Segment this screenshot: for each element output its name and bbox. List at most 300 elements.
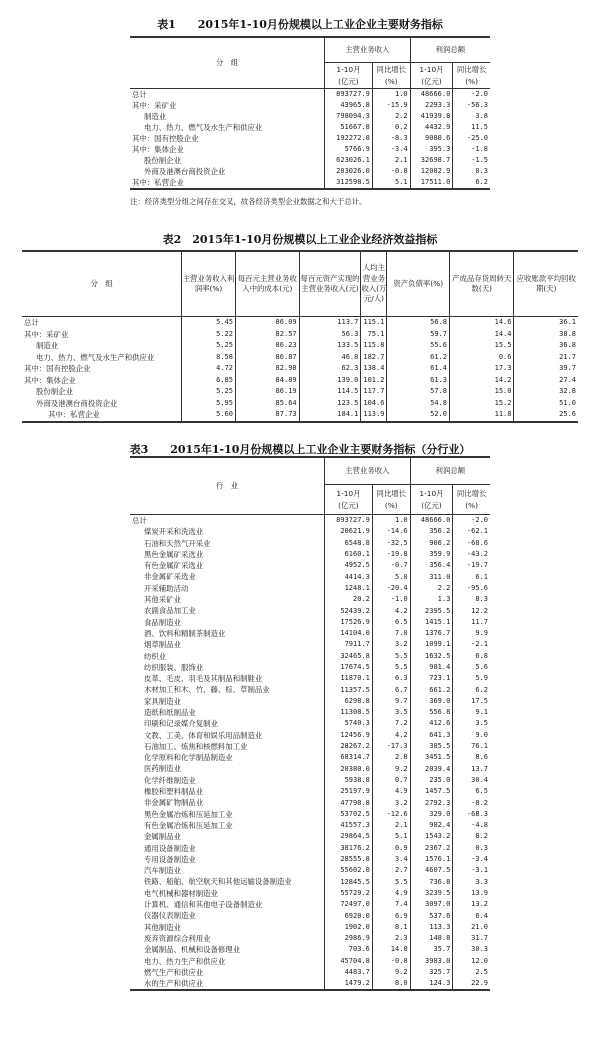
row-label: 橡胶和塑料制品业 bbox=[144, 787, 204, 797]
row-label: 金属制品业 bbox=[144, 832, 181, 842]
cell-value: 325.7 bbox=[410, 967, 453, 978]
cell-value: 115.8 bbox=[361, 340, 387, 352]
cell-value: 55602.0 bbox=[325, 865, 373, 876]
row-label: 电力、热力生产和供应业 bbox=[144, 956, 226, 966]
cell-value: 30.4 bbox=[453, 775, 490, 786]
cell-value: -95.6 bbox=[453, 583, 490, 594]
cell-value: -3.4 bbox=[372, 144, 410, 155]
table-row bbox=[130, 560, 490, 571]
cell-value: 61.2 bbox=[387, 352, 450, 364]
cell-value: 9.2 bbox=[372, 764, 410, 775]
cell-value: 0.2 bbox=[372, 122, 410, 133]
cell-value: 6.7 bbox=[372, 684, 410, 695]
cell-value: 15.5 bbox=[449, 340, 513, 352]
table-row bbox=[130, 718, 490, 729]
cell-value: 2792.3 bbox=[410, 797, 453, 808]
cell-value: 20621.9 bbox=[325, 526, 373, 537]
cell-value: 9.0 bbox=[453, 730, 490, 741]
cell-value: 28267.2 bbox=[325, 741, 373, 752]
cell-value: 124.3 bbox=[410, 978, 453, 990]
cell-value: -19.7 bbox=[453, 560, 490, 571]
cell-value: 86.09 bbox=[235, 317, 299, 329]
cell-value: 5.5 bbox=[372, 662, 410, 673]
table1-note: 注：经济类型分组之间存在交叉，故各经济类型企业数据之和大于总计。 bbox=[130, 197, 367, 206]
cell-value: 723.1 bbox=[410, 673, 453, 684]
row-label: 其中：采矿业 bbox=[24, 329, 69, 339]
table3-title: 表3 2015年1-10月份规模以上工业企业主要财务指标（分行业） bbox=[129, 443, 471, 456]
cell-value: 52439.2 bbox=[325, 605, 373, 616]
cell-value: -0.8 bbox=[372, 956, 410, 967]
cell-value: 52.0 bbox=[387, 409, 450, 422]
cell-value: -8.3 bbox=[372, 133, 410, 144]
pct-header: (%) bbox=[384, 500, 398, 510]
cell-value: 11308.5 bbox=[325, 707, 373, 718]
cell-value: 412.6 bbox=[410, 718, 453, 729]
cell-value: 57.8 bbox=[387, 386, 450, 398]
cell-value: 9.1 bbox=[453, 707, 490, 718]
cell-value: 45704.8 bbox=[325, 956, 373, 967]
table-row bbox=[130, 967, 490, 978]
cell-value: 61.3 bbox=[387, 375, 450, 387]
cell-value: 12.0 bbox=[453, 956, 490, 967]
cell-value: 1632.5 bbox=[410, 651, 453, 662]
pct-header: (%) bbox=[465, 500, 479, 510]
cell-value: 22.9 bbox=[453, 978, 490, 990]
row-label: 汽车制造业 bbox=[144, 866, 181, 876]
cell-value: 7.4 bbox=[372, 899, 410, 910]
row-label: 煤炭开采和洗选业 bbox=[144, 527, 204, 537]
cell-value: 1543.2 bbox=[410, 831, 453, 842]
cell-value: 56.8 bbox=[387, 317, 450, 329]
cell-value: 68314.7 bbox=[325, 752, 373, 763]
cell-value: 8.0 bbox=[372, 978, 410, 990]
cell-value: 356.2 bbox=[410, 526, 453, 537]
cell-value: 11.8 bbox=[449, 409, 513, 422]
column-header: 产成品存货周转天数(天) bbox=[449, 251, 513, 317]
cell-value: 6.8 bbox=[453, 651, 490, 662]
cell-value: 86.87 bbox=[235, 352, 299, 364]
table-row bbox=[130, 515, 490, 527]
cell-value: 3451.5 bbox=[410, 752, 453, 763]
cell-value: 17674.5 bbox=[325, 662, 373, 673]
cell-value: 3239.5 bbox=[410, 888, 453, 899]
cell-value: 0.3 bbox=[453, 843, 490, 854]
cell-value: 5.22 bbox=[182, 329, 236, 341]
unit-header: (亿元) bbox=[338, 76, 359, 86]
cell-value: 3097.0 bbox=[410, 899, 453, 910]
cell-value: 1.0 bbox=[372, 89, 410, 101]
cell-value: -17.3 bbox=[372, 741, 410, 752]
cell-value: -4.8 bbox=[453, 820, 490, 831]
profit-header: 利润总额 bbox=[410, 457, 490, 485]
row-label: 废弃资源综合利用业 bbox=[144, 933, 211, 943]
cell-value: 11.7 bbox=[453, 617, 490, 628]
cell-value: 982.4 bbox=[410, 820, 453, 831]
cell-value: 798094.3 bbox=[325, 111, 373, 122]
table-row bbox=[130, 89, 490, 101]
table-row bbox=[130, 583, 490, 594]
cell-value: 5.5 bbox=[372, 877, 410, 888]
cell-value: 72497.0 bbox=[325, 899, 373, 910]
table-row bbox=[130, 662, 490, 673]
table-row bbox=[130, 111, 490, 122]
table-row bbox=[130, 526, 490, 537]
row-label: 外商及港澳台商投资企业 bbox=[36, 398, 118, 408]
cell-value: 2986.9 bbox=[325, 933, 373, 944]
row-label: 电气机械和器材制造业 bbox=[144, 888, 218, 898]
growth-header: 同比增长 bbox=[456, 64, 487, 74]
cell-value: -43.2 bbox=[453, 549, 490, 560]
cell-value: 2.2 bbox=[372, 111, 410, 122]
cell-value: 1415.1 bbox=[410, 617, 453, 628]
table-row bbox=[130, 628, 490, 639]
cell-value: 3.2 bbox=[372, 797, 410, 808]
cell-value: -1.5 bbox=[453, 155, 490, 166]
table-row bbox=[130, 944, 490, 955]
cell-value: 55729.2 bbox=[325, 888, 373, 899]
growth-header: 同比增长 bbox=[376, 64, 407, 74]
row-label: 金属制品、机械和设备修理业 bbox=[144, 945, 241, 955]
cell-value: 59.7 bbox=[387, 329, 450, 341]
cell-value: 32698.7 bbox=[410, 155, 453, 166]
row-label: 铁路、船舶、航空航天和其他运输设备制造业 bbox=[144, 877, 292, 887]
row-label: 总计 bbox=[132, 515, 147, 525]
row-label: 其中：国有控股企业 bbox=[132, 133, 199, 143]
row-label: 其中：私营企业 bbox=[48, 410, 100, 420]
row-label: 有色金属矿采选业 bbox=[144, 561, 204, 571]
cell-value: 113.3 bbox=[410, 922, 453, 933]
table-row bbox=[22, 317, 578, 329]
cell-value: -20.4 bbox=[372, 583, 410, 594]
cell-value: 14.6 bbox=[449, 317, 513, 329]
cell-value: 8.3 bbox=[453, 594, 490, 605]
cell-value: 5.25 bbox=[182, 340, 236, 352]
cell-value: 6920.0 bbox=[325, 910, 373, 921]
cell-value: 32465.8 bbox=[325, 651, 373, 662]
row-label: 制造业 bbox=[144, 111, 167, 121]
cell-value: 12845.5 bbox=[325, 877, 373, 888]
cell-value: 11870.1 bbox=[325, 673, 373, 684]
cell-value: 3.2 bbox=[372, 639, 410, 650]
table-row bbox=[130, 122, 490, 133]
cell-value: 3.3 bbox=[453, 877, 490, 888]
cell-value: 192272.8 bbox=[325, 133, 373, 144]
cell-value: 4.9 bbox=[372, 888, 410, 899]
cell-value: 5740.3 bbox=[325, 718, 373, 729]
table-row bbox=[130, 775, 490, 786]
table-row bbox=[22, 398, 578, 410]
row-label: 总计 bbox=[24, 318, 39, 328]
table-row bbox=[130, 933, 490, 944]
cell-value: 56.3 bbox=[299, 329, 361, 341]
cell-value: 6160.1 bbox=[325, 549, 373, 560]
cell-value: 113.7 bbox=[299, 317, 361, 329]
cell-value: 2.5 bbox=[453, 967, 490, 978]
unit-header: (亿元) bbox=[421, 76, 442, 86]
table1-title: 表1 2015年1-10月份规模以上工业企业主要财务指标 bbox=[157, 18, 443, 31]
table-row bbox=[130, 166, 490, 177]
cell-value: 6.3 bbox=[372, 673, 410, 684]
cell-value: 6.2 bbox=[453, 684, 490, 695]
cell-value: -14.6 bbox=[372, 526, 410, 537]
cell-value: 1099.1 bbox=[410, 639, 453, 650]
cell-value: -32.5 bbox=[372, 538, 410, 549]
cell-value: 3983.0 bbox=[410, 956, 453, 967]
table-row bbox=[130, 594, 490, 605]
cell-value: 329.0 bbox=[410, 809, 453, 820]
growth-header: 同比增长 bbox=[376, 488, 407, 498]
cell-value: -62.1 bbox=[453, 526, 490, 537]
cell-value: 12456.9 bbox=[325, 730, 373, 741]
cell-value: 7.0 bbox=[372, 628, 410, 639]
cell-value: 893727.9 bbox=[325, 515, 373, 527]
row-label: 开采辅助活动 bbox=[144, 583, 189, 593]
row-label: 纺织服装、服饰业 bbox=[144, 662, 204, 672]
cell-value: 0.6 bbox=[449, 352, 513, 364]
table-row bbox=[130, 752, 490, 763]
cell-value: 82.57 bbox=[235, 329, 299, 341]
cell-value: 13.7 bbox=[453, 764, 490, 775]
row-label: 皮革、毛皮、羽毛及其制品和制鞋业 bbox=[144, 674, 263, 684]
cell-value: 2.1 bbox=[372, 155, 410, 166]
row-label: 烟草制品业 bbox=[144, 640, 181, 650]
cell-value: 2.1 bbox=[372, 820, 410, 831]
row-label: 专用设备制造业 bbox=[144, 854, 196, 864]
cell-value: -0.8 bbox=[372, 166, 410, 177]
cell-value: 86.19 bbox=[235, 386, 299, 398]
cell-value: 14.2 bbox=[449, 375, 513, 387]
table-row bbox=[130, 538, 490, 549]
cell-value: 53702.5 bbox=[325, 809, 373, 820]
cell-value: 62.3 bbox=[299, 363, 361, 375]
table-row bbox=[130, 797, 490, 808]
cell-value: 1.0 bbox=[372, 515, 410, 527]
cell-value: 1376.7 bbox=[410, 628, 453, 639]
group-header: 分 组 bbox=[22, 251, 182, 317]
cell-value: 6.2 bbox=[453, 177, 490, 189]
cell-value: -68.3 bbox=[453, 809, 490, 820]
table-row bbox=[130, 673, 490, 684]
cell-value: 8.2 bbox=[453, 831, 490, 842]
row-label: 黑色金属矿采选业 bbox=[144, 549, 204, 559]
row-label: 化学纤维制造业 bbox=[144, 775, 196, 785]
month-header: 1-10月 bbox=[419, 488, 444, 498]
cell-value: 54.8 bbox=[387, 398, 450, 410]
table-row bbox=[130, 617, 490, 628]
cell-value: 113.9 bbox=[361, 409, 387, 422]
month-header: 1-10月 bbox=[336, 64, 361, 74]
cell-value: -1.8 bbox=[453, 144, 490, 155]
cell-value: 14.0 bbox=[372, 944, 410, 955]
cell-value: 2.2 bbox=[410, 583, 453, 594]
cell-value: 5.60 bbox=[182, 409, 236, 422]
cell-value: -0.7 bbox=[372, 560, 410, 571]
column-header: 每百元资产实现的主营业务收入(元) bbox=[299, 251, 361, 317]
table-row bbox=[22, 409, 578, 422]
row-label: 股份制企业 bbox=[144, 155, 181, 165]
cell-value: 311.0 bbox=[410, 571, 453, 582]
cell-value: 133.5 bbox=[299, 340, 361, 352]
cell-value: 36.8 bbox=[514, 340, 578, 352]
cell-value: 114.5 bbox=[299, 386, 361, 398]
row-label: 纺织业 bbox=[144, 651, 167, 661]
cell-value: 6.1 bbox=[453, 571, 490, 582]
table-row bbox=[22, 375, 578, 387]
cell-value: 12082.9 bbox=[410, 166, 453, 177]
cell-value: -3.1 bbox=[453, 865, 490, 876]
table-row bbox=[130, 144, 490, 155]
cell-value: -56.3 bbox=[453, 100, 490, 111]
cell-value: 4607.5 bbox=[410, 865, 453, 876]
cell-value: 38176.2 bbox=[325, 843, 373, 854]
cell-value: 6.5 bbox=[372, 617, 410, 628]
table-row bbox=[130, 684, 490, 695]
cell-value: 17511.0 bbox=[410, 177, 453, 189]
row-label: 非金属矿物制品业 bbox=[144, 798, 204, 808]
cell-value: 86.23 bbox=[235, 340, 299, 352]
cell-value: 369.0 bbox=[410, 696, 453, 707]
cell-value: 8.6 bbox=[453, 752, 490, 763]
row-label: 股份制企业 bbox=[36, 387, 73, 397]
cell-value: -12.6 bbox=[372, 809, 410, 820]
cell-value: 4.9 bbox=[372, 786, 410, 797]
cell-value: 661.2 bbox=[410, 684, 453, 695]
row-label: 电力、热力、燃气及水生产和供应业 bbox=[36, 352, 155, 362]
revenue-header: 主营业务收入 bbox=[325, 37, 411, 63]
cell-value: 5.1 bbox=[372, 177, 410, 189]
cell-value: 203026.0 bbox=[325, 166, 373, 177]
cell-value: 2395.5 bbox=[410, 605, 453, 616]
cell-value: 15.0 bbox=[449, 386, 513, 398]
row-label: 水的生产和供应业 bbox=[144, 979, 204, 989]
cell-value: 115.1 bbox=[361, 317, 387, 329]
table-row bbox=[130, 831, 490, 842]
cell-value: 61.4 bbox=[387, 363, 450, 375]
table-row bbox=[130, 764, 490, 775]
cell-value: 21.7 bbox=[514, 352, 578, 364]
row-label: 医药制造业 bbox=[144, 764, 181, 774]
row-label: 木材加工和木、竹、藤、棕、草制品业 bbox=[144, 685, 270, 695]
cell-value: 359.9 bbox=[410, 549, 453, 560]
cell-value: 32.8 bbox=[514, 386, 578, 398]
cell-value: 48666.0 bbox=[410, 89, 453, 101]
cell-value: 39.7 bbox=[514, 363, 578, 375]
cell-value: 2.7 bbox=[372, 865, 410, 876]
table-row bbox=[130, 177, 490, 189]
row-label: 其中：国有控股企业 bbox=[24, 364, 91, 374]
cell-value: -2.1 bbox=[453, 639, 490, 650]
row-label: 酒、饮料和精制茶制造业 bbox=[144, 628, 226, 638]
table-row bbox=[130, 696, 490, 707]
column-header: 每百元主营业务收入中的成本(元) bbox=[235, 251, 299, 317]
cell-value: 6.5 bbox=[453, 786, 490, 797]
cell-value: 21.0 bbox=[453, 922, 490, 933]
cell-value: 5938.8 bbox=[325, 775, 373, 786]
cell-value: 84.89 bbox=[235, 375, 299, 387]
cell-value: 46.8 bbox=[299, 352, 361, 364]
cell-value: 6548.8 bbox=[325, 538, 373, 549]
row-label: 食品制造业 bbox=[144, 617, 181, 627]
cell-value: 312598.5 bbox=[325, 177, 373, 189]
cell-value: 4952.5 bbox=[325, 560, 373, 571]
cell-value: 7.2 bbox=[372, 718, 410, 729]
table-row bbox=[130, 922, 490, 933]
table-row bbox=[130, 639, 490, 650]
cell-value: 25197.9 bbox=[325, 786, 373, 797]
row-label: 计算机、通信和其他电子设备制造业 bbox=[144, 900, 263, 910]
cell-value: 139.0 bbox=[299, 375, 361, 387]
cell-value: 43965.8 bbox=[325, 100, 373, 111]
cell-value: 47798.8 bbox=[325, 797, 373, 808]
cell-value: 29864.5 bbox=[325, 831, 373, 842]
month-header: 1-10月 bbox=[336, 488, 361, 498]
row-label: 其中：采矿业 bbox=[132, 100, 177, 110]
cell-value: 2039.4 bbox=[410, 764, 453, 775]
cell-value: 76.1 bbox=[453, 741, 490, 752]
cell-value: 104.6 bbox=[361, 398, 387, 410]
cell-value: 906.2 bbox=[410, 538, 453, 549]
cell-value: 15.2 bbox=[449, 398, 513, 410]
cell-value: 4.2 bbox=[372, 730, 410, 741]
cell-value: 1479.2 bbox=[325, 978, 373, 990]
row-label: 农副食品加工业 bbox=[144, 606, 196, 616]
cell-value: 1576.1 bbox=[410, 854, 453, 865]
table-row bbox=[130, 978, 490, 990]
cell-value: 12.2 bbox=[453, 605, 490, 616]
row-label: 其中：集体企业 bbox=[132, 144, 184, 154]
cell-value: 3.4 bbox=[372, 854, 410, 865]
cell-value: 55.6 bbox=[387, 340, 450, 352]
table2-title: 表2 2015年1-10月份规模以上工业企业经济效益指标 bbox=[162, 233, 438, 246]
table-row bbox=[130, 707, 490, 718]
cell-value: 235.0 bbox=[410, 775, 453, 786]
revenue-header: 主营业务收入 bbox=[325, 457, 411, 485]
cell-value: 9.7 bbox=[372, 696, 410, 707]
cell-value: 8.1 bbox=[372, 922, 410, 933]
table-row bbox=[130, 809, 490, 820]
table-row bbox=[130, 910, 490, 921]
table-row bbox=[22, 352, 578, 364]
table1-main-financial-indicators bbox=[130, 36, 490, 190]
cell-value: 556.8 bbox=[410, 707, 453, 718]
cell-value: 0.3 bbox=[453, 166, 490, 177]
cell-value: 4483.7 bbox=[325, 967, 373, 978]
cell-value: -3.4 bbox=[453, 854, 490, 865]
cell-value: 51667.8 bbox=[325, 122, 373, 133]
row-label: 黑色金属冶炼和压延加工业 bbox=[144, 809, 233, 819]
row-label: 家具制造业 bbox=[144, 696, 181, 706]
cell-value: 2293.3 bbox=[410, 100, 453, 111]
unit-header: (亿元) bbox=[421, 500, 442, 510]
cell-value: -1.0 bbox=[372, 594, 410, 605]
row-label: 非金属矿采选业 bbox=[144, 572, 196, 582]
cell-value: -2.0 bbox=[453, 89, 490, 101]
cell-value: 138.4 bbox=[361, 363, 387, 375]
cell-value: 41939.8 bbox=[410, 111, 453, 122]
cell-value: 1248.1 bbox=[325, 583, 373, 594]
cell-value: 537.6 bbox=[410, 910, 453, 921]
growth-header: 同比增长 bbox=[456, 488, 487, 498]
table-row bbox=[22, 329, 578, 341]
cell-value: 5.1 bbox=[372, 831, 410, 842]
cell-value: 5.0 bbox=[372, 571, 410, 582]
cell-value: 395.3 bbox=[410, 144, 453, 155]
cell-value: 17.5 bbox=[453, 696, 490, 707]
cell-value: 8.58 bbox=[182, 352, 236, 364]
table-row bbox=[130, 549, 490, 560]
cell-value: 117.7 bbox=[361, 386, 387, 398]
industry-header: 行 业 bbox=[130, 457, 325, 515]
